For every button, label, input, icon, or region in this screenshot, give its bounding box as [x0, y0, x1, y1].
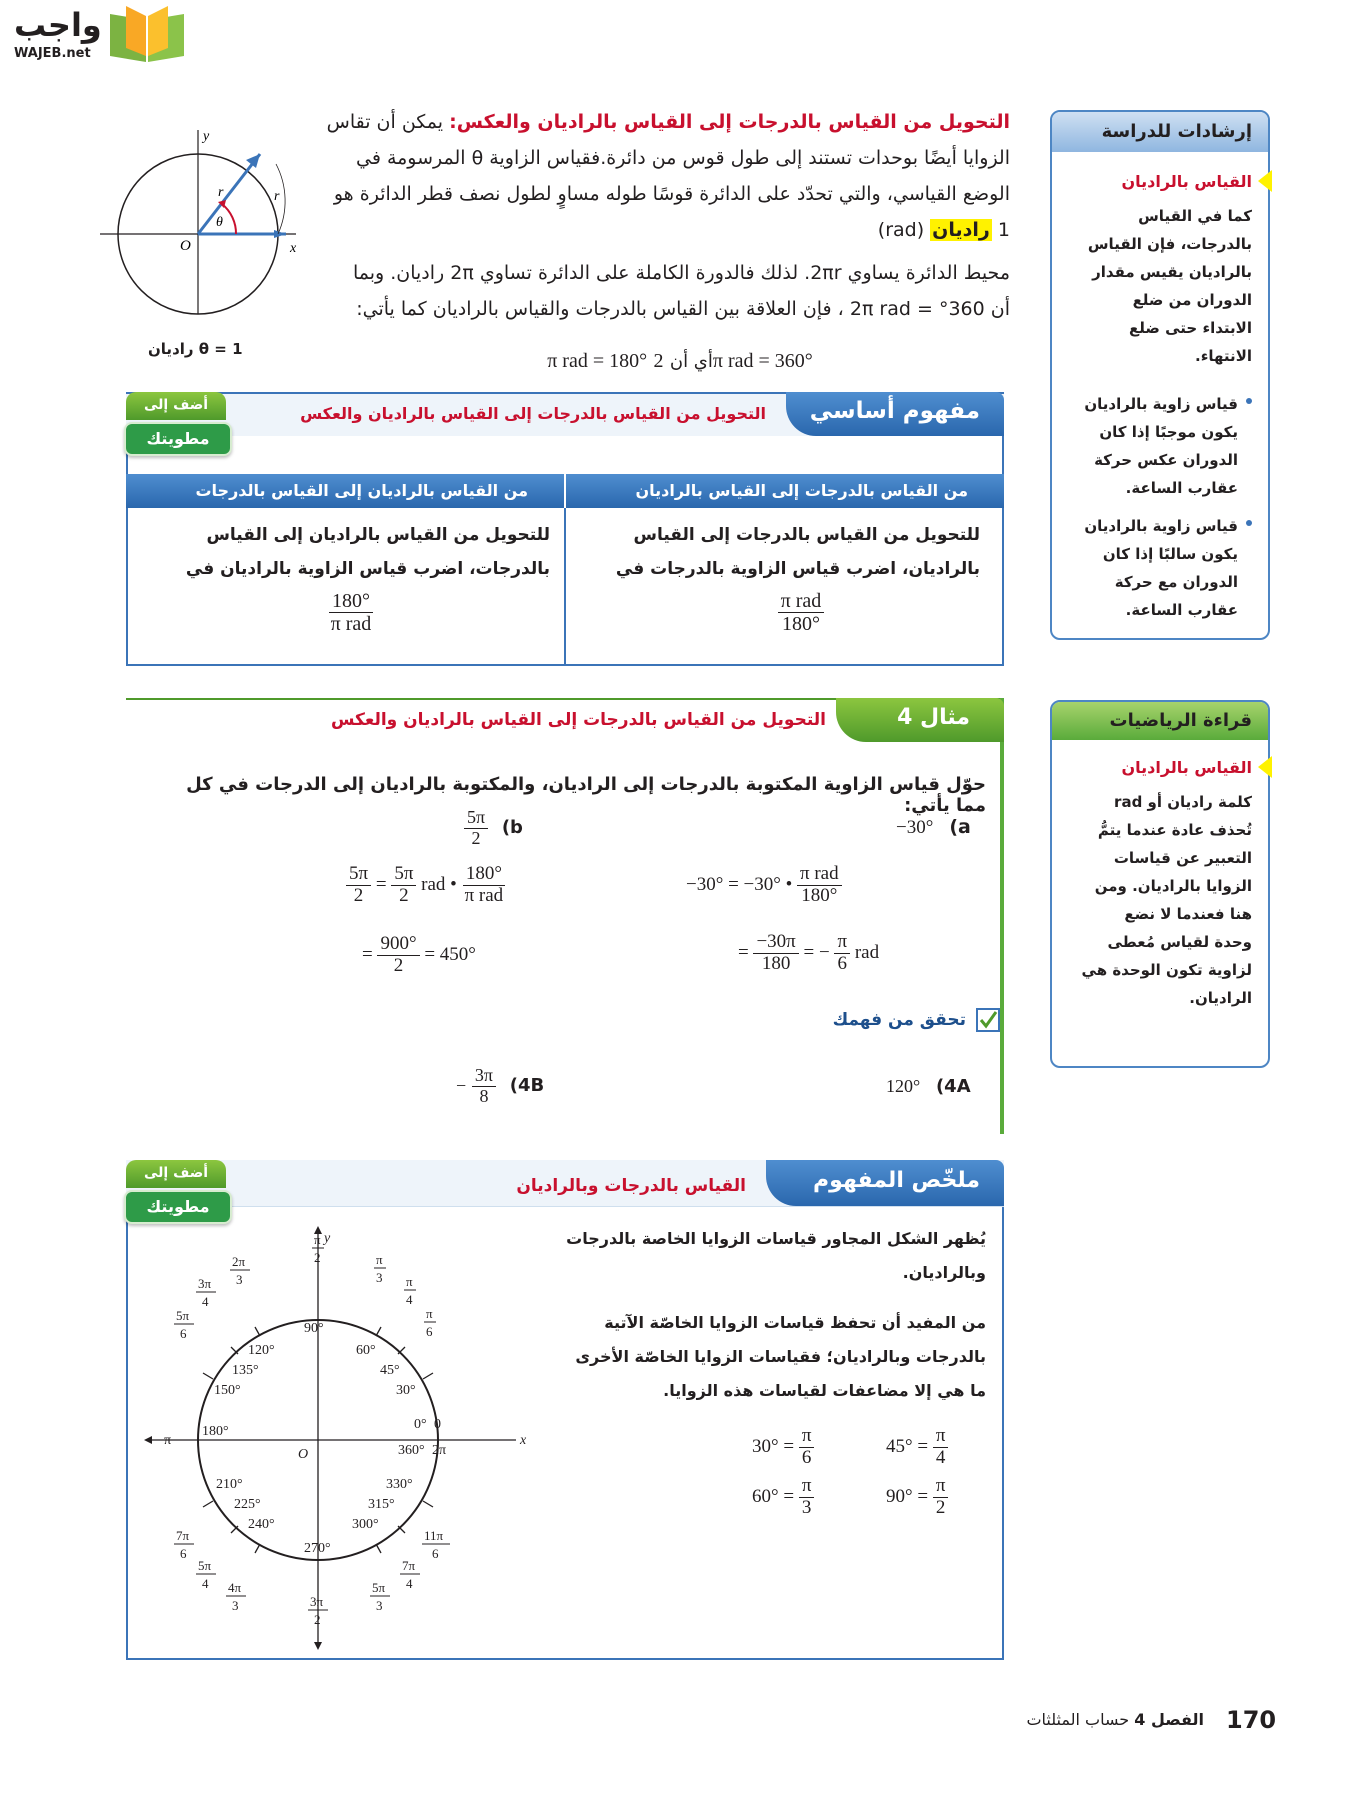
svg-text:5π: 5π [198, 1558, 212, 1573]
svg-text:4: 4 [406, 1292, 413, 1307]
svg-text:π: π [164, 1433, 172, 1448]
part-b-work-1: $\frac{5\pi}{2}$ = $\frac{5\pi}{2}$ rad • $\frac{180^\circ}{\text{π rad}}$ [346, 864, 506, 907]
svg-text:90°: 90° [304, 1321, 324, 1336]
summary-subtitle: القياس بالدرجات وبالراديان [516, 1176, 746, 1196]
svg-text:270°: 270° [304, 1541, 331, 1556]
svg-text:π: π [376, 1252, 383, 1267]
intro-equation [510, 348, 850, 373]
svg-text:3: 3 [376, 1270, 383, 1285]
col1-line2: بالراديان، اضرب قياس الزاوية بالدرجات في [615, 559, 980, 579]
intro-text-end: هو 1 [333, 183, 1010, 241]
svg-text:150°: 150° [214, 1383, 241, 1398]
col1-line1: للتحويل من القياس بالدرجات إلى القياس [633, 525, 980, 545]
svg-text:3: 3 [232, 1598, 239, 1613]
check-title: تحقق من فهمك [832, 1010, 966, 1030]
part-b: $\frac{5\pi}{2}$ (b [464, 808, 523, 849]
svg-text:6: 6 [426, 1324, 433, 1339]
key-concept-box [126, 392, 1004, 666]
reading-subtitle: القياس بالراديان [1121, 758, 1252, 777]
svg-text:2: 2 [314, 1250, 321, 1265]
keyword-radian: راديان [932, 219, 990, 241]
equation-left: π rad = 180° [547, 350, 648, 372]
study-tips-bullet-1: قياس زاوية بالراديان يكون موجبًا إذا كان الدوران عكس حركة عقارب الساعة. [1062, 390, 1252, 502]
add-to-tab: أضف إلى [126, 1160, 226, 1188]
svg-text:π: π [406, 1274, 413, 1289]
svg-text:210°: 210° [216, 1477, 243, 1492]
svg-text:120°: 120° [248, 1343, 275, 1358]
foldable-button[interactable]: مطويتك [124, 422, 232, 456]
svg-text:7π: 7π [176, 1528, 190, 1543]
svg-text:360°: 360° [398, 1443, 425, 1458]
svg-text:3: 3 [376, 1598, 383, 1613]
col2-line1: للتحويل من القياس بالراديان إلى القياس [206, 525, 550, 545]
svg-text:4: 4 [406, 1576, 413, 1591]
svg-text:2: 2 [314, 1612, 321, 1627]
arrow-left-icon [144, 1436, 152, 1444]
svg-text:4: 4 [202, 1294, 209, 1309]
summary-p1: يُظهر الشكل المجاور قياسات الزوايا الخاصة بالدرجات وبالراديان. [566, 1229, 986, 1282]
fig1-r: r [218, 185, 224, 200]
svg-text:315°: 315° [368, 1497, 395, 1512]
svg-text:0: 0 [434, 1417, 441, 1432]
fig1-origin: O [180, 238, 191, 254]
equivalence-45: 45° = $\frac{\pi}{4}$ [886, 1426, 948, 1469]
svg-text:330°: 330° [386, 1477, 413, 1492]
study-tips-body: كما في القياس بالدرجات، فإن القياس بالراديان يقيس مقدار الدوران من ضلع الابتداء حتى ضلع الانتهاء. [1087, 207, 1252, 365]
intro-line-2: أن 360° = 2π rad ، فإن العلاقة بين القياس بالدرجات والقياس بالراديان كما يأتي: [356, 298, 1010, 320]
concept-title: مفهوم أساسي [786, 392, 1004, 436]
rad-abbrev: (rad) [877, 219, 925, 241]
svg-text:7π: 7π [402, 1558, 416, 1573]
foldable-button[interactable]: مطويتك [124, 1190, 232, 1224]
study-tips-sidebar [1050, 110, 1270, 640]
fig1-caption: θ = 1 راديان [148, 340, 243, 358]
summary-title: ملخّص المفهوم [766, 1160, 1004, 1206]
arrow-icon [274, 230, 286, 238]
add-to-tab: أضف إلى [126, 392, 226, 420]
svg-text:225°: 225° [234, 1497, 261, 1512]
y-label: y [324, 1231, 331, 1246]
intro-paragraph-1 [320, 104, 1010, 248]
col2-factor: $\frac{180^\circ}{\text{π rad}}$ [330, 590, 372, 635]
question-4b[interactable]: − $\frac{3\pi}{8}$ (4B [456, 1065, 545, 1106]
angle-arc [222, 204, 236, 234]
svg-text:6: 6 [180, 1326, 187, 1341]
col1-head: من القياس بالدرجات إلى القياس بالراديان [566, 474, 1004, 508]
svg-text:4π: 4π [228, 1580, 242, 1595]
svg-text:3π: 3π [310, 1594, 324, 1609]
question-4a[interactable]: 120° (4A [886, 1076, 971, 1097]
intro-line-1: محيط الدائرة يساوي 2πr. لذلك فالدورة الكاملة على الدائرة تساوي 2π راديان. وبما [352, 262, 1010, 284]
reading-math-sidebar [1050, 700, 1270, 1068]
part-a: −30° (a [896, 816, 971, 838]
col1-factor: $\frac{\text{π rad}}{180^\circ}$ [726, 590, 876, 635]
example-title: مثال 4 [836, 698, 1004, 742]
part-a-work-2: = $\frac{-30\pi}{180}$ = − $\frac{\pi}{6}$ rad [738, 931, 880, 974]
svg-text:6: 6 [180, 1546, 187, 1561]
book-icon [106, 6, 188, 66]
logo-latin: WAJEB.net [14, 46, 91, 61]
svg-text:4: 4 [202, 1576, 209, 1591]
equivalence-30: 30° = $\frac{\pi}{6}$ [752, 1426, 814, 1469]
col2-line2: بالدرجات، اضرب قياس الزاوية بالراديان في [185, 559, 550, 579]
svg-text:5π: 5π [372, 1580, 386, 1595]
summary-p2: من المفيد أن تحفظ قياسات الزوايا الخاصّة الآتية بالدرجات وبالراديان؛ فقياسات الزوايا الخاصّة الأخرى ما هي إلا مضاعفات لقياسات هذه الزوايا. [575, 1313, 986, 1400]
reading-title: قراءة الرياضيات [1052, 702, 1268, 740]
equation-mid: أي أن [669, 351, 713, 372]
svg-text:45°: 45° [380, 1363, 400, 1378]
svg-text:135°: 135° [232, 1363, 259, 1378]
check-icon [976, 1008, 1000, 1032]
concept-subtitle: التحويل من القياس بالدرجات إلى القياس بالراديان والعكس [300, 404, 766, 423]
study-tips-bullet-2: قياس زاوية بالراديان يكون سالبًا إذا كان الدوران مع حركة عقارب الساعة. [1062, 512, 1252, 624]
study-tips-subtitle: القياس بالراديان [1121, 172, 1252, 191]
page-number: 170 [1226, 1706, 1277, 1734]
origin-label: O [298, 1447, 309, 1462]
svg-text:2π: 2π [232, 1254, 246, 1269]
arrow-icon [246, 154, 260, 168]
intro-text: يمكن أن تقاس الزوايا أيضًا بوحدات تستند إلى طول قوس من دائرة.فقياس الزاوية θ المرسومة في الوضع القياسي، والتي تحدّد على الدائرة قوسًا طوله مساوٍ لطول نصف قطر الدائرة [326, 111, 1010, 205]
svg-text:2π: 2π [432, 1443, 447, 1458]
fig1-x: x [290, 241, 297, 256]
x-label: x [520, 1433, 527, 1448]
fig1-theta: θ [216, 215, 223, 230]
svg-text:0°: 0° [414, 1417, 427, 1432]
bullet-icon [1246, 520, 1252, 526]
reading-body: كلمة راديان أو rad تُحذف عادة عندما يتمُّ التعبير عن قياسات الزوايا بالراديان. ومن هنا فعندما لا نضع وحدة لقياس مُعطى لزاوية تكون الوحدة هي الراديان. [1081, 793, 1252, 1007]
radian-circle-figure [96, 124, 306, 324]
logo [8, 6, 188, 68]
svg-text:π: π [426, 1306, 433, 1321]
svg-text:60°: 60° [356, 1343, 376, 1358]
arrow-down-icon [314, 1642, 322, 1650]
svg-text:5π: 5π [176, 1308, 190, 1323]
example-subtitle: التحويل من القياس بالدرجات إلى القياس بالراديان والعكس [330, 710, 826, 730]
svg-text:180°: 180° [202, 1424, 229, 1439]
bullet-icon [1246, 398, 1252, 404]
svg-text:3π: 3π [198, 1276, 212, 1291]
svg-text:6: 6 [432, 1546, 439, 1561]
part-a-work-1: −30° = −30° • $\frac{\text{π rad}}{180^\circ}$ [686, 864, 842, 907]
svg-text:11π: 11π [424, 1528, 444, 1543]
svg-text:π: π [314, 1232, 321, 1247]
svg-text:300°: 300° [352, 1517, 379, 1532]
equation-right: 2π rad = 360° [653, 350, 813, 372]
terminal-side [198, 154, 260, 234]
logo-arabic: واجب [14, 6, 102, 44]
svg-text:30°: 30° [396, 1383, 416, 1398]
part-b-work-2: = $\frac{900^\circ}{2}$ = 450° [362, 933, 476, 976]
example-4 [126, 698, 1004, 1134]
intro-heading: التحويل من القياس بالدرجات إلى القياس بالراديان والعكس: [449, 111, 1010, 133]
example-prompt: حوّل قياس الزاوية المكتوبة بالدرجات إلى الراديان، والمكتوبة بالراديان إلى الدرجات في كل مما يأتي: [186, 774, 986, 816]
unit-circle-figure [136, 1222, 536, 1652]
equivalence-90: 90° = $\frac{\pi}{2}$ [886, 1476, 948, 1519]
study-tips-title: إرشادات للدراسة [1052, 112, 1268, 152]
fig1-r2: r [274, 189, 280, 204]
fig1-y: y [203, 129, 210, 144]
chapter-label: الفصل 4 حساب المثلثات [1026, 1710, 1204, 1729]
svg-text:240°: 240° [248, 1517, 275, 1532]
concept-summary-box [126, 1160, 1004, 1660]
svg-text:3: 3 [236, 1272, 243, 1287]
equivalence-60: 60° = $\frac{\pi}{3}$ [752, 1476, 814, 1519]
col2-head: من القياس بالراديان إلى القياس بالدرجات [126, 474, 564, 508]
